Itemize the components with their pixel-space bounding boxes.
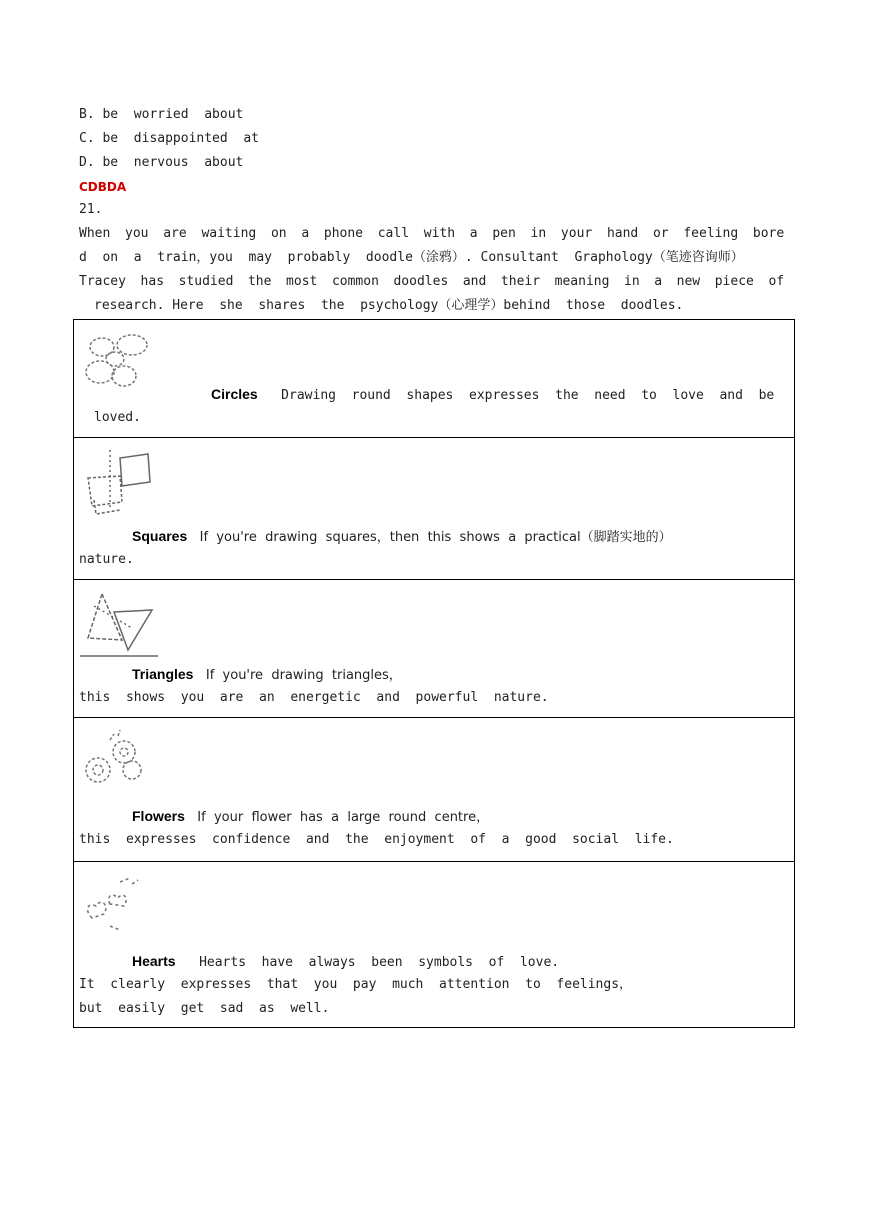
row-label: Triangles bbox=[132, 666, 194, 682]
table-row bbox=[74, 580, 795, 718]
row-text: Flowers If your flower has a large round centre， bbox=[132, 808, 490, 825]
row-text-2: this shows you are an energetic and powerful nature. bbox=[79, 690, 549, 705]
hearts-doodle-icon bbox=[80, 874, 150, 939]
row-label: Hearts bbox=[132, 953, 176, 969]
doodle-table bbox=[73, 319, 795, 1028]
row-text: Circles Drawing round shapes expresses the need to love and be bbox=[211, 386, 775, 403]
table-row bbox=[74, 718, 795, 862]
row-text-2: It clearly expresses that you pay much attention to feelings， bbox=[79, 977, 633, 992]
table-row bbox=[74, 438, 795, 580]
row-label: Flowers bbox=[132, 808, 185, 824]
intro-line-2: d on a train，you may probably doodle（涂鸦）. Consultant Graphology（笔迹咨询师） bbox=[79, 250, 744, 265]
flowers-doodle-icon bbox=[80, 730, 155, 795]
row-text: Squares If you're drawing squares，then this shows a practical（脚踏实地的） bbox=[132, 528, 672, 545]
row-label: Circles bbox=[211, 386, 258, 402]
option-b: B. be worried about bbox=[79, 107, 244, 122]
squares-doodle-icon bbox=[80, 450, 155, 520]
triangles-doodle-icon bbox=[80, 588, 160, 658]
table-row bbox=[74, 320, 795, 438]
intro-line-1: When you are waiting on a phone call with a pen in your hand or feeling bore bbox=[79, 226, 785, 241]
circles-doodle-icon bbox=[80, 332, 160, 397]
row-text: Triangles If you're drawing triangles， bbox=[132, 666, 402, 683]
row-text: Hearts Hearts have always been symbols of love. bbox=[132, 953, 560, 970]
row-label: Squares bbox=[132, 528, 188, 544]
row-text-2: nature. bbox=[79, 552, 134, 567]
answer-key: CDBDA bbox=[79, 180, 127, 194]
row-text-3: but easily get sad as well. bbox=[79, 1001, 330, 1016]
row-text-2: loved. bbox=[94, 410, 141, 425]
option-d: D. be nervous about bbox=[79, 155, 244, 170]
intro-line-4: research. Here she shares the psychology（心理学）behind those doodles. bbox=[94, 298, 684, 313]
intro-line-3: Tracey has studied the most common doodles and their meaning in a new piece of bbox=[79, 274, 785, 289]
row-text-2: this expresses confidence and the enjoyment of a good social life. bbox=[79, 832, 674, 847]
table-row bbox=[74, 862, 795, 1028]
question-number: 21. bbox=[79, 202, 103, 217]
option-c: C. be disappointed at bbox=[79, 131, 260, 146]
